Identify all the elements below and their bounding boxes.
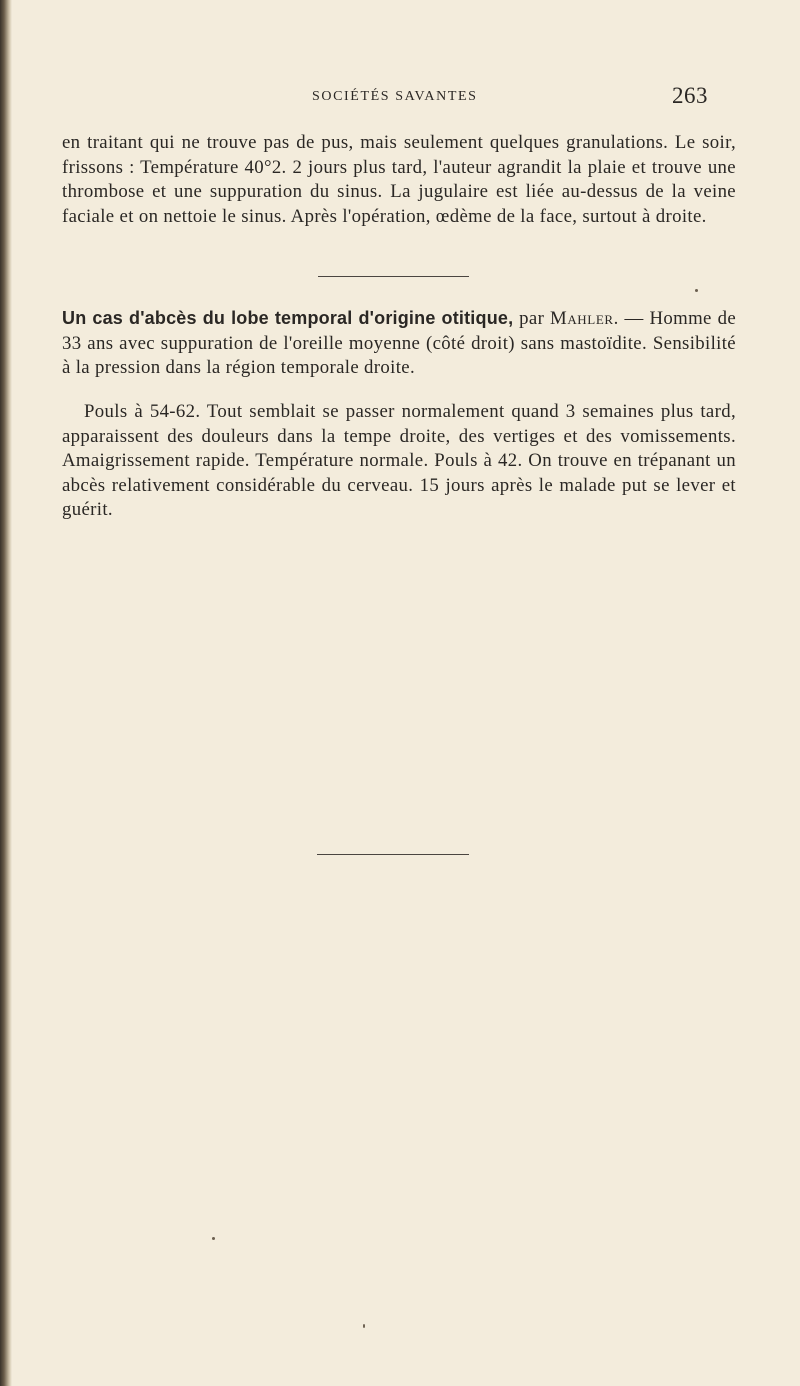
paragraph-case-course: Pouls à 54-62. Tout semblait se passer normalement quand 3 semaines plus tard, apparaissent des douleurs dans la tempe droite, des vertiges et des vomissements. Amaigrissement rapide. Température normale. Pouls à 42. On trouve en trépanant un abcès relativement considérable du cerveau. 15 jours après le malade put se lever et guérit.: [62, 401, 736, 521]
article-opening-paragraph: [62, 306, 736, 381]
paper-speck: [695, 289, 698, 292]
page-header: [0, 83, 800, 113]
running-head: SOCIÉTÉS SAVANTES: [312, 89, 478, 104]
page-binding-edge: [0, 0, 12, 1386]
article-by: par: [513, 308, 551, 329]
article-title: Un cas d'abcès du lobe temporal d'origine otitique,: [62, 308, 514, 328]
page-number: 263: [672, 83, 708, 108]
article-intro: . — Homme de 33 ans avec suppuration de l'oreille moyenne (côté droit) sans mastoïdite. Sensibilité à la pression dans la région temporale droite.: [62, 308, 737, 379]
article-author: Mahler: [550, 308, 614, 329]
paper-speck: [212, 1237, 215, 1240]
paper-speck: [363, 1324, 365, 1328]
section-divider: [318, 276, 469, 277]
paragraph-continuation: en traitant qui ne trouve pas de pus, mais seulement quelques granulations. Le soir, frissons : Température 40°2. 2 jours plus tard, l'auteur agrandit la plaie et trouve une thrombose et une suppuration du sinus. La jugulaire est liée au-dessus de la veine faciale et on nettoie le sinus. Après l'opération, œdème de la face, surtout à droite.: [62, 132, 736, 227]
end-divider: [317, 854, 469, 855]
